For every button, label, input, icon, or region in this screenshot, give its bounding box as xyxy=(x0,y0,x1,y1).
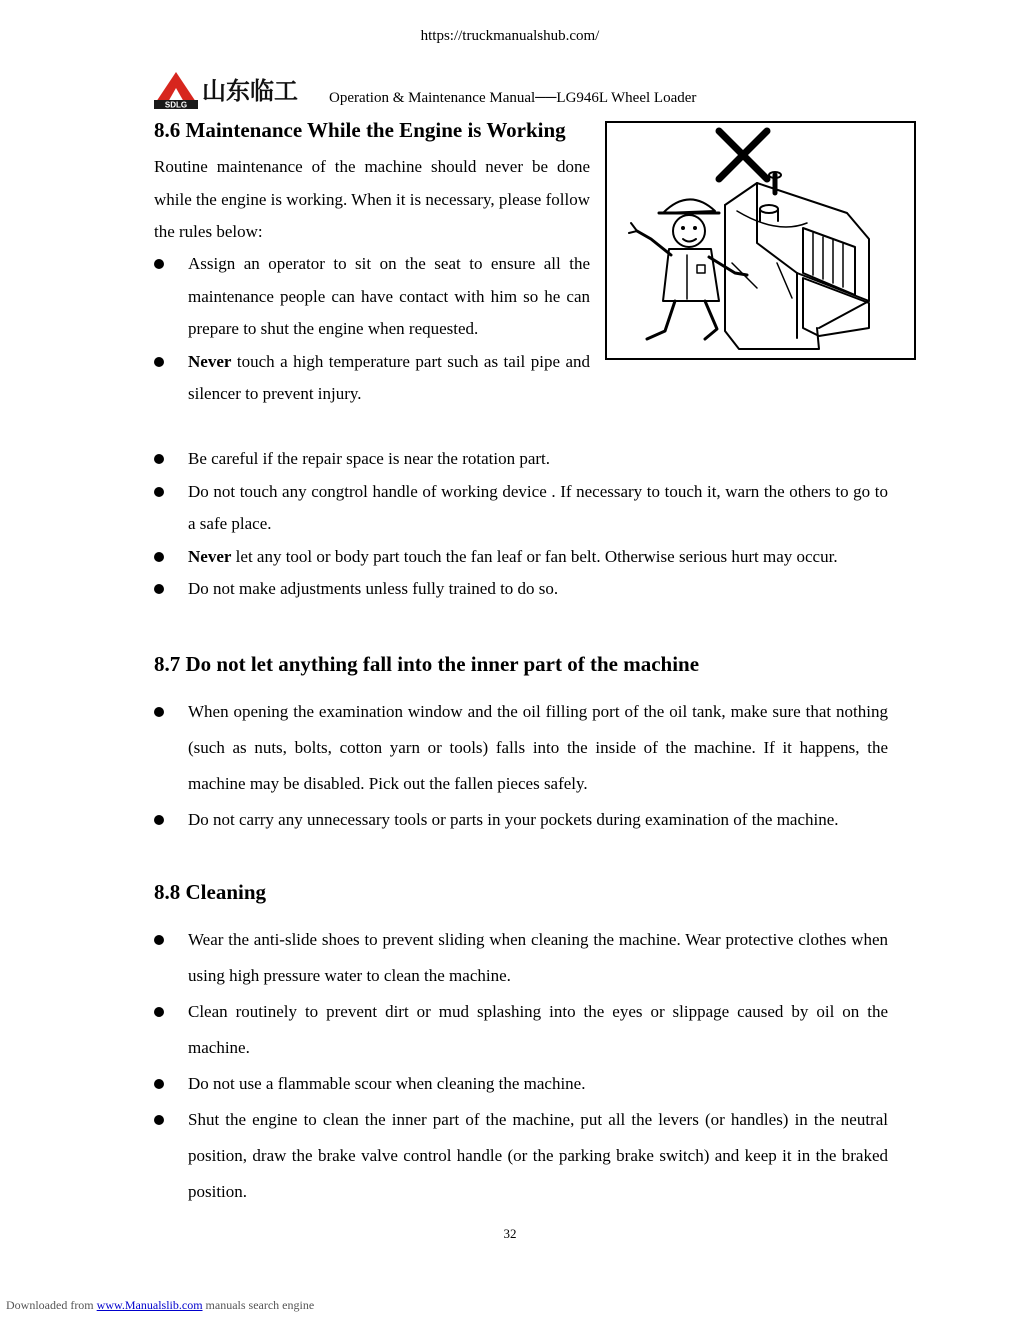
section-intro: Routine maintenance of the machine should never be done while the engine is working. When it is necessary, please follow the rules below: xyxy=(154,157,590,241)
bullet-list-8-6-a xyxy=(154,248,590,411)
manual-title: Operation & Maintenance Manual──LG946L Wheel Loader xyxy=(329,90,697,106)
list-item: Shut the engine to clean the inner part of the machine, put all the levers (or handles) in the neutral position, draw the brake valve control handle (or the parking brake switch) and keep it in the braked position. xyxy=(154,1102,888,1210)
svg-text:SDLG: SDLG xyxy=(164,100,188,110)
bullet-list-8-8 xyxy=(154,922,888,1210)
list-item xyxy=(154,346,590,411)
bullet-list-8-6-b xyxy=(154,443,888,606)
worker-figure xyxy=(629,199,747,339)
bullet-list-8-7 xyxy=(154,694,888,838)
footer-prefix: Downloaded from xyxy=(6,1298,97,1312)
list-item: Do not use a flammable scour when cleaning the machine. xyxy=(154,1066,888,1102)
emphasis: Never xyxy=(188,546,232,566)
page-number: 32 xyxy=(503,1226,517,1241)
safety-illustration xyxy=(605,121,916,360)
list-item: Wear the anti-slide shoes to prevent sliding when cleaning the machine. Wear protective clothes when using high pressure water to clean the machine. xyxy=(154,922,888,994)
section-heading-8-7: 8.7 Do not let anything fall into the inner part of the machine xyxy=(154,652,700,676)
list-item: Be careful if the repair space is near the rotation part. xyxy=(154,443,888,476)
source-url: https://truckmanualshub.com/ xyxy=(420,28,600,44)
list-item: Do not make adjustments unless fully trained to do so. xyxy=(154,573,888,606)
sdlg-logo xyxy=(154,66,314,110)
prohibited-x-icon xyxy=(719,131,767,179)
section-heading-8-8: 8.8 Cleaning xyxy=(154,880,267,904)
section-heading-8-6: 8.6 Maintenance While the Engine is Working xyxy=(154,118,566,142)
svg-text:山东临工: 山东临工 xyxy=(202,77,298,105)
manualslib-link[interactable]: www.Manualslib.com xyxy=(96,1298,203,1312)
list-item: When opening the examination window and the oil filling port of the oil tank, make sure that nothing (such as nuts, bolts, cotton yarn or tools) falls into the inside of the machine. If it happens, the machine may be disabled. Pick out the fallen pieces safely. xyxy=(154,694,888,802)
list-item: Do not carry any unnecessary tools or parts in your pockets during examination of the machine. xyxy=(154,802,888,838)
download-footer xyxy=(6,1298,314,1313)
list-item: Clean routinely to prevent dirt or mud splashing into the eyes or slippage caused by oil on the machine. xyxy=(154,994,888,1066)
list-item-text: let any tool or body part touch the fan leaf or fan belt. Otherwise serious hurt may occur. xyxy=(231,546,838,566)
list-item-text: touch a high temperature part such as tail pipe and silencer to prevent injury. xyxy=(188,351,590,403)
footer-suffix: manuals search engine xyxy=(202,1298,315,1312)
list-item: Do not touch any congtrol handle of working device . If necessary to touch it, warn the others to go to a safe place. xyxy=(154,476,888,541)
emphasis: Never xyxy=(188,351,232,371)
list-item xyxy=(154,541,888,574)
list-item: Assign an operator to sit on the seat to ensure all the maintenance people can have contact with him so he can prepare to shut the engine when requested. xyxy=(154,248,590,346)
